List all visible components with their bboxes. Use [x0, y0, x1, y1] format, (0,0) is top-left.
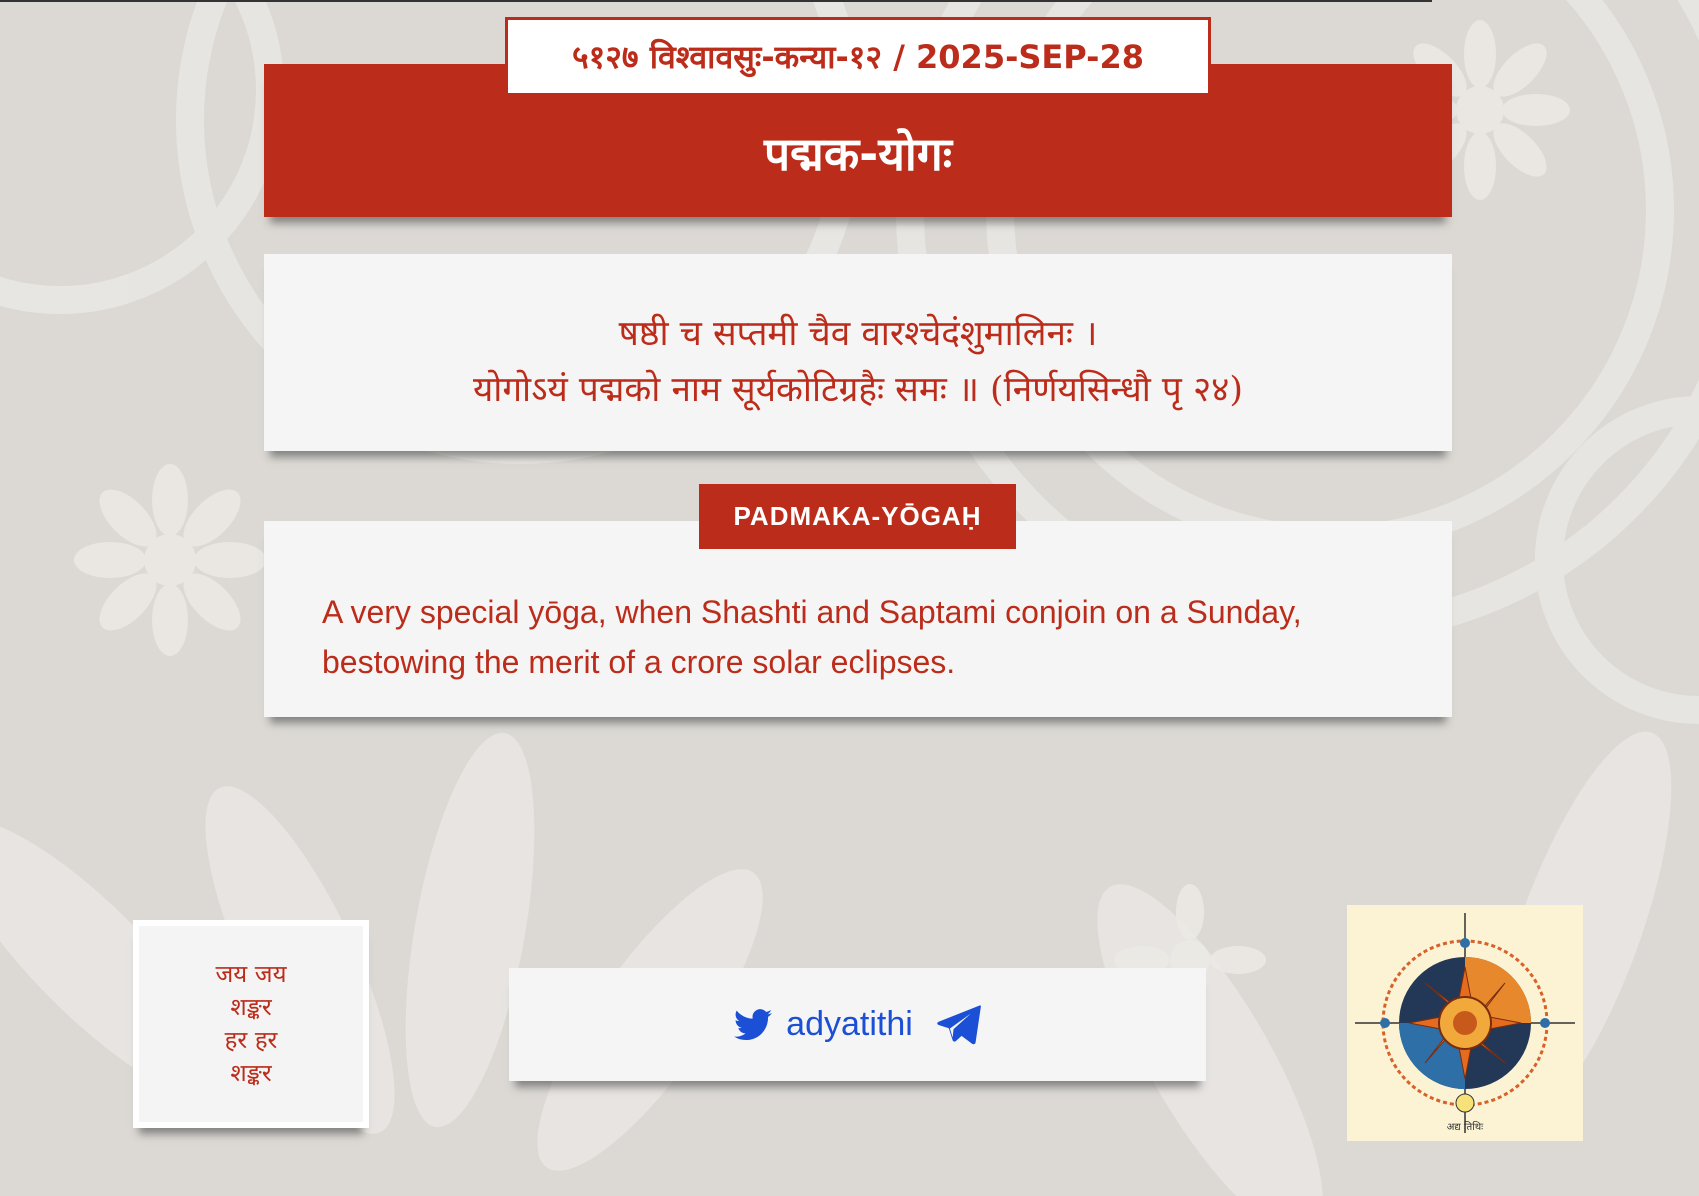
description-text: A very special yōga, when Shashti and Saptami conjoin on a Sunday, bestowing the merit of a crore solar eclipses.: [322, 594, 1302, 680]
verse-card: [264, 254, 1452, 451]
verse-text: [264, 306, 1452, 418]
jaya-line: जय जय: [215, 960, 287, 988]
jaya-line: शङ्कर: [230, 993, 272, 1021]
yoga-name-label: PADMAKA-YŌGAḤ: [699, 484, 1016, 549]
jaya-jaya-card: [133, 920, 369, 1128]
date-label: ५१२७ विश्वावसुः-कन्या-१२ / 2025-SEP-28: [505, 17, 1211, 96]
social-handle[interactable]: adyatithi: [786, 1005, 913, 1043]
page-title: पद्मक-योगः: [763, 127, 953, 181]
logo-caption: अद्य तिथिः: [1446, 1122, 1484, 1133]
sun-compass-logo: [1347, 905, 1583, 1141]
jaya-line: हर हर: [224, 1026, 278, 1054]
verse-line-2: योगोऽयं पद्मको नाम सूर्यकोटिग्रहैः समः ॥ (निर्णयसिन्धौ पृ २४): [472, 370, 1243, 410]
description-card: [264, 521, 1452, 717]
jaya-text: [139, 958, 363, 1090]
top-border-line: [0, 0, 1432, 2]
social-links: [509, 968, 1206, 1081]
social-links-card: [509, 968, 1206, 1081]
telegram-icon[interactable]: [937, 1005, 981, 1045]
verse-line-1: षष्ठी च सप्तमी चैव वारश्चेदंशुमालिनः ।: [618, 314, 1098, 354]
jaya-line: शङ्कर: [230, 1059, 272, 1087]
twitter-icon[interactable]: [734, 1009, 772, 1041]
